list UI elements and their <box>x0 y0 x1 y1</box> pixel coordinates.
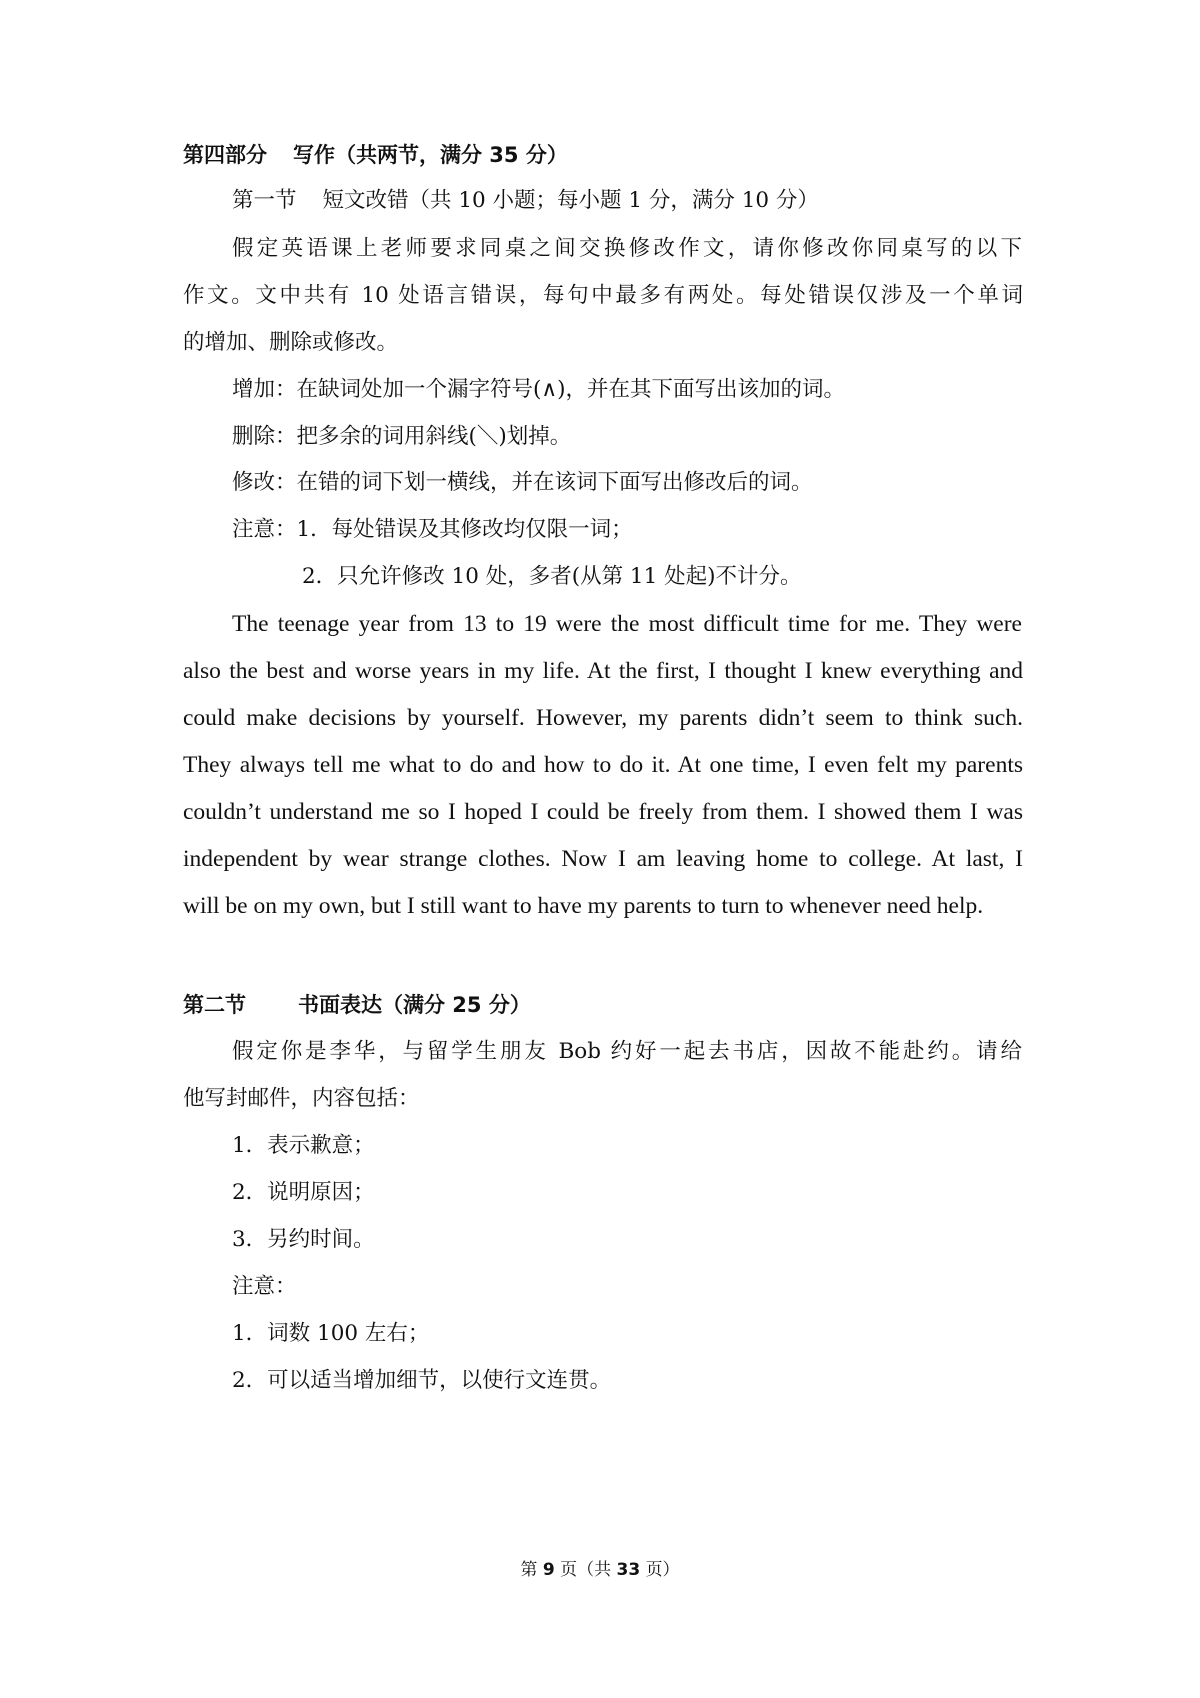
part4-heading-title: 写作（共两节，满分 35 分） <box>293 143 568 167</box>
section2-title <box>183 990 1023 1020</box>
section2-intro-line: 假定你是李华，与留学生朋友 Bob 约好一起去书店，因故不能赴约。请给 <box>232 1039 1022 1064</box>
note-2: 2．只允许修改 10 处，多者(从第 11 处起)不计分。 <box>302 564 802 589</box>
note-1: 注意：1．每处错误及其修改均仅限一词； <box>232 517 633 542</box>
section1-intro-line: 假定英语课上老师要求同桌之间交换修改作文，请你修改你同桌写的以下 <box>232 236 1022 261</box>
section2-item: 1．表示歉意； <box>232 1133 375 1158</box>
footer-prefix: 第 <box>520 1560 538 1580</box>
section2-title-label: 第二节 <box>183 993 246 1017</box>
passage-line: also the best and worse years in my life. At the first, I thought I knew everything and <box>183 658 1023 684</box>
rule-modify: 修改：在错的词下划一横线，并在该词下面写出修改后的词。 <box>232 470 813 495</box>
part4-heading <box>183 140 1023 170</box>
section1-title-text: 短文改错（共 10 小题；每小题 1 分，满分 10 分） <box>322 188 819 213</box>
footer-suffix: 页） <box>645 1560 680 1580</box>
page-footer <box>0 1558 1200 1582</box>
rule-add: 增加：在缺词处加一个漏字符号(∧)，并在其下面写出该加的词。 <box>232 377 846 402</box>
section2-intro-line: 他写封邮件，内容包括： <box>183 1086 420 1111</box>
section1-intro-line: 的增加、删除或修改。 <box>183 330 399 355</box>
section1-intro-line: 作文。文中共有 10 处语言错误，每句中最多有两处。每处错误仅涉及一个单词 <box>183 283 1023 308</box>
passage-line: will be on my own, but I still want to have my parents to turn to whenever need help. <box>183 893 984 919</box>
section2-item: 3．另约时间。 <box>232 1227 375 1252</box>
rule-delete: 删除：把多余的词用斜线(＼)划掉。 <box>232 424 572 449</box>
section2-title-text: 书面表达（满分 25 分） <box>298 993 531 1017</box>
footer-total-pages: 33 <box>616 1560 641 1580</box>
section2-note-label: 注意： <box>232 1274 297 1299</box>
section2-note: 2．可以适当增加细节，以使行文连贯。 <box>232 1368 612 1393</box>
part4-heading-label: 第四部分 <box>183 143 267 167</box>
section1-title-label: 第一节 <box>232 188 297 213</box>
footer-middle: 页（共 <box>560 1560 612 1580</box>
passage-line: couldn’t understand me so I hoped I could be freely from them. I showed them I was <box>183 799 1023 825</box>
passage-line: They always tell me what to do and how to do it. At one time, I even felt my parents <box>183 752 1023 778</box>
footer-page-number: 9 <box>542 1560 555 1580</box>
section1-title <box>232 186 1022 216</box>
passage-line: could make decisions by yourself. However, my parents didn’t seem to think such. <box>183 705 1023 731</box>
section2-note: 1．词数 100 左右； <box>232 1321 430 1346</box>
section2-item: 2．说明原因； <box>232 1180 375 1205</box>
passage-line: independent by wear strange clothes. Now I am leaving home to college. At last, I <box>183 846 1023 872</box>
passage-line: The teenage year from 13 to 19 were the most difficult time for me. They were <box>232 611 1022 637</box>
